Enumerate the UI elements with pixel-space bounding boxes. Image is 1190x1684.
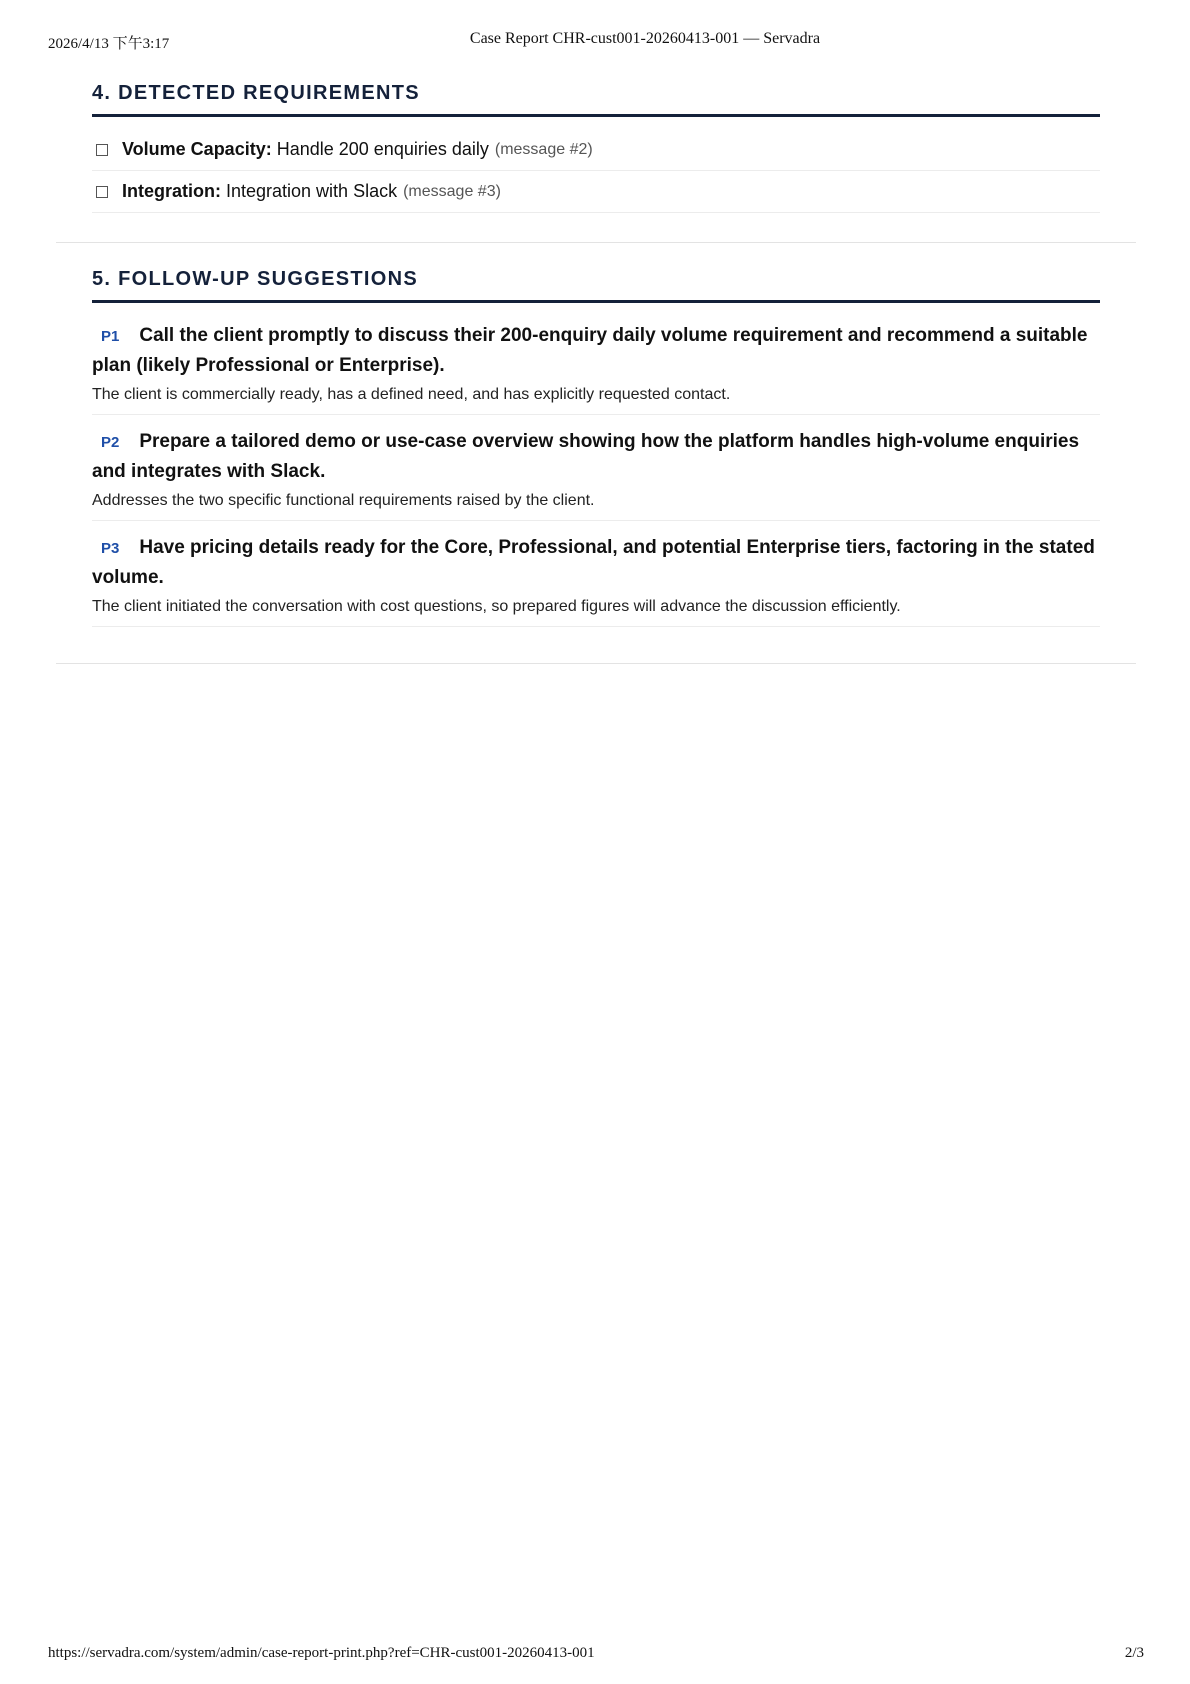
followup-reason: The client initiated the conversation with cost questions, so prepared figures will advance the discussion efficiently. xyxy=(92,598,901,615)
list-item xyxy=(92,427,1100,521)
list-item xyxy=(92,171,1100,213)
print-header-title: Case Report CHR-cust001-20260413-001 — Servadra xyxy=(469,30,821,47)
priority-badge: P3 xyxy=(101,540,120,557)
print-footer-page-number: 2/3 xyxy=(1124,1645,1144,1661)
followup-title-row xyxy=(92,321,1100,380)
followup-title-row xyxy=(92,427,1100,486)
list-item xyxy=(92,321,1100,415)
requirement-message-ref: (message #2) xyxy=(494,140,593,158)
requirement-label: Integration: xyxy=(122,181,221,201)
print-header-date: 2026/4/13 下午3:17 xyxy=(48,36,170,52)
followup-reason: Addresses the two specific functional requirements raised by the client. xyxy=(92,492,595,509)
follow-up-suggestions-section xyxy=(56,268,1136,664)
checkbox-icon[interactable] xyxy=(96,144,108,156)
requirement-label: Volume Capacity: xyxy=(122,139,272,159)
followup-title: Prepare a tailored demo or use-case overview showing how the platform handles high-volume enquiries and integrates with Slack. xyxy=(92,431,1080,482)
list-item xyxy=(92,533,1100,627)
print-footer-url: https://servadra.com/system/admin/case-report-print.php?ref=CHR-cust001-20260413-001 xyxy=(48,1645,595,1661)
section-heading-requirements: 4. DETECTED REQUIREMENTS xyxy=(92,82,1100,117)
followup-reason: The client is commercially ready, has a defined need, and has explicitly requested contact. xyxy=(92,386,731,403)
requirement-text: Handle 200 enquiries daily xyxy=(276,139,489,159)
followup-list xyxy=(92,321,1100,627)
checkbox-icon[interactable] xyxy=(96,186,108,198)
list-item xyxy=(92,129,1100,171)
followup-title: Have pricing details ready for the Core, Professional, and potential Enterprise tiers, factoring in the stated volume. xyxy=(92,537,1095,588)
requirements-list xyxy=(92,129,1100,213)
requirement-text: Integration with Slack xyxy=(226,181,398,201)
followup-title: Call the client promptly to discuss their 200-enquiry daily volume requirement and recommend a suitable plan (likely Professional or Enterprise). xyxy=(92,325,1088,376)
priority-badge: P1 xyxy=(101,328,120,345)
requirement-message-ref: (message #3) xyxy=(403,182,501,200)
section-heading-followups: 5. FOLLOW-UP SUGGESTIONS xyxy=(92,268,1100,303)
followup-title-row xyxy=(92,533,1100,592)
detected-requirements-section xyxy=(56,82,1136,243)
priority-badge: P2 xyxy=(101,434,120,451)
